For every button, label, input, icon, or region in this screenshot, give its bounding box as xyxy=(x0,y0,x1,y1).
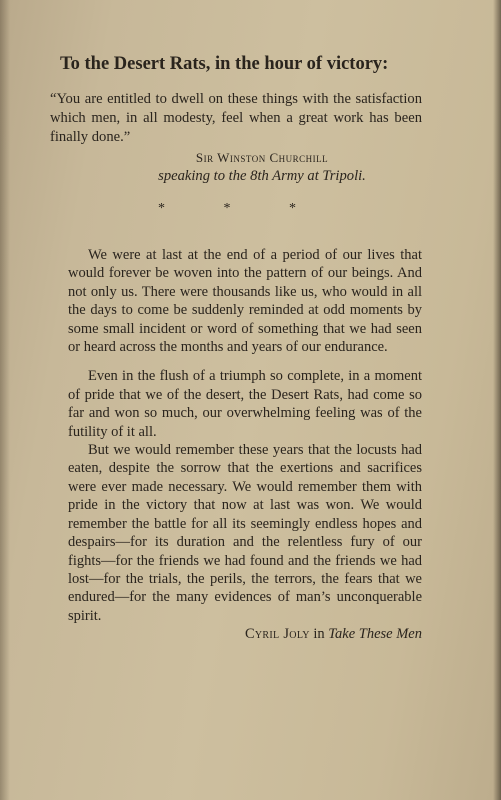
churchill-quote: “You are entitled to dwell on these things with the satisfaction which men, in all modesty, feel when a great work has been finally done.” xyxy=(50,91,422,145)
page-edge-shadow xyxy=(493,0,501,800)
quote-author: Sir Winston Churchill xyxy=(195,150,329,165)
separator-star: * xyxy=(223,201,231,216)
page-content xyxy=(42,40,422,644)
quote-context: speaking to the 8th Army at Tripoli. xyxy=(158,168,366,184)
dedication-title: To the Desert Rats, in the hour of victory: xyxy=(60,54,389,74)
excerpt-paragraph-2: Even in the flush of a triumph so complete, in a moment of pride that we of the desert, the Desert Rats, had come so far and won so much, our overwhelming feeling was of the futility of it all. xyxy=(68,368,422,440)
section-separator xyxy=(158,202,296,216)
excerpt-paragraph-3: But we would remember these years that the locusts had eaten, despite the sorrow that the exertions and sacrifices were ever made necessary. We would remember them with pride in the victory that now at last was won. We would remember the battle for all its seemingly endless hopes and despairs—for its duration and the relentless fury of our fights—for the friends we had found and the friends we had lost—for the trials, the perils, the terrors, the fears that we endured—for the many evidences of man’s unconquerable spirit. xyxy=(68,442,422,624)
signature-book-title: Take These Men xyxy=(328,626,422,643)
excerpt-paragraph-1: We were at last at the end of a period of our lives that would forever be woven into the pattern of our beings. And not only us. There were thousands like us, who would in all the days to come be suddenly reminded at odd moments by some small incident or word of something that we had seen or heard across the months and years of our endurance. xyxy=(68,247,422,356)
excerpt-signature xyxy=(68,625,422,644)
spine-shadow xyxy=(0,0,10,800)
signature-author: Cyril Joly xyxy=(244,626,310,643)
signature-connector: in xyxy=(313,626,325,643)
separator-star: * xyxy=(158,201,165,216)
separator-star: * xyxy=(289,201,296,216)
excerpt-body xyxy=(68,246,422,625)
